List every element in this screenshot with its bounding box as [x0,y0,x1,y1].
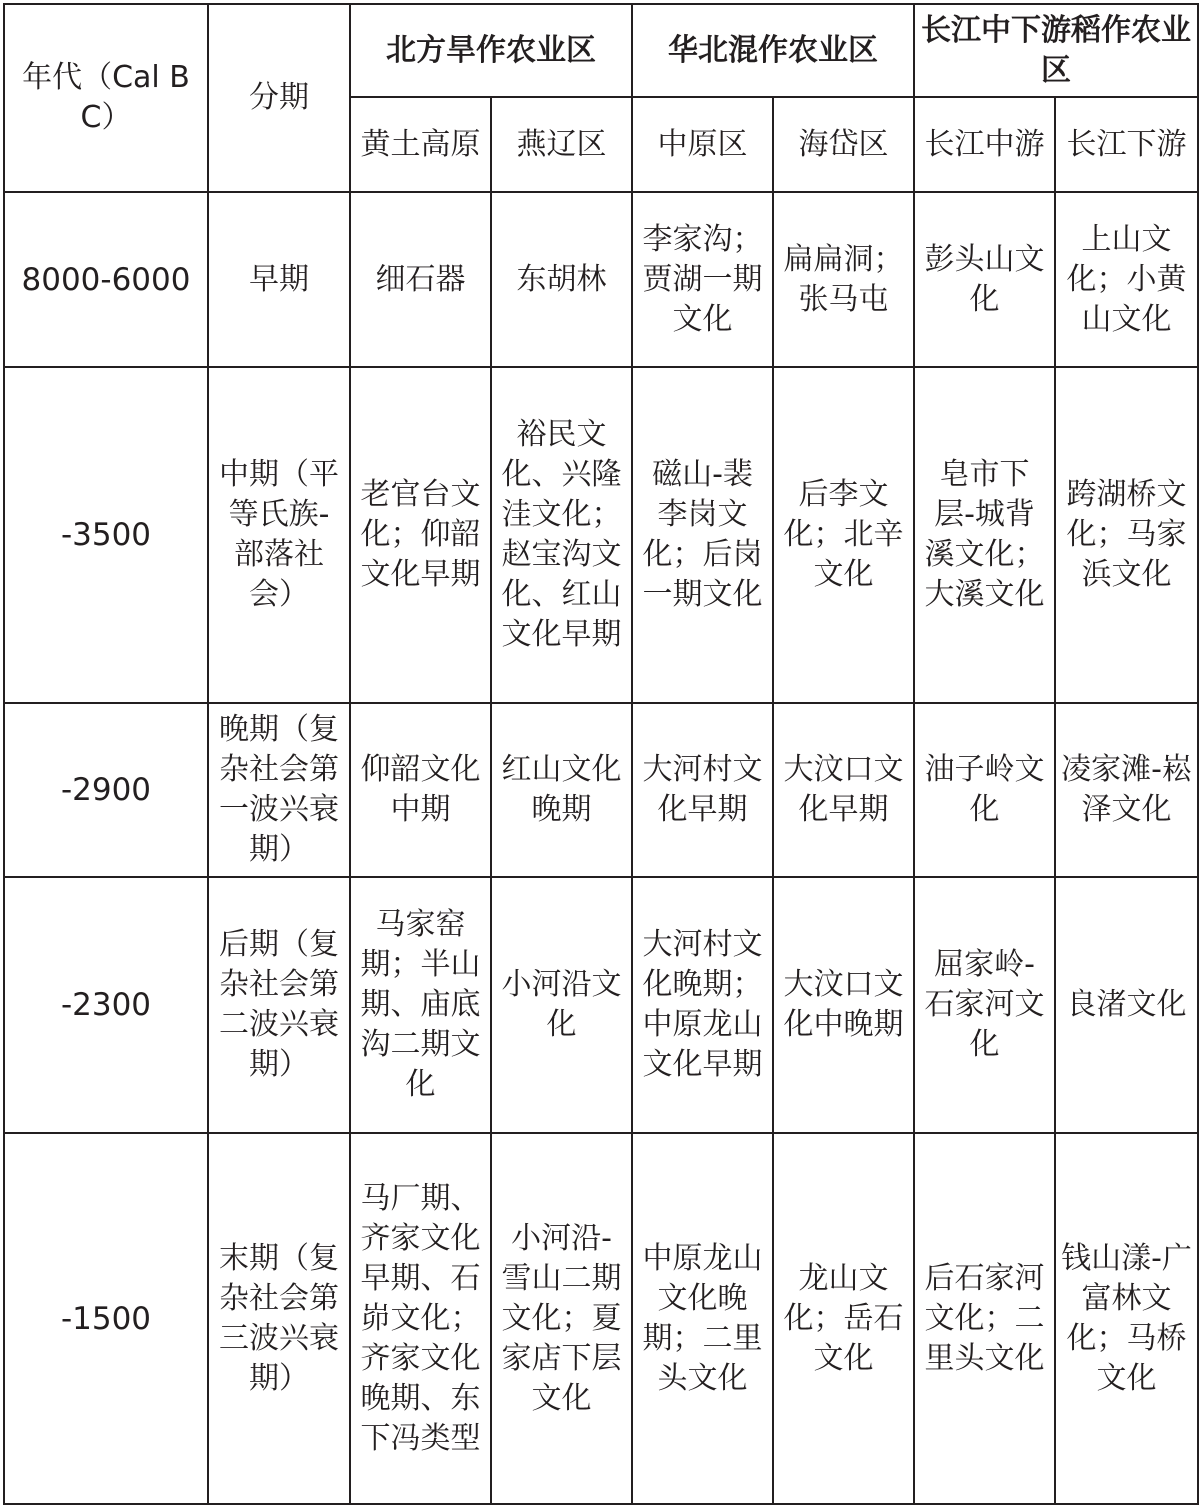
culture-cell: 大河村文化晚期；中原龙山文化早期 [632,877,773,1133]
culture-cell: 红山文化晚期 [491,703,632,877]
period-cell: 早期 [208,192,350,367]
subregion-header-loess: 黄土高原 [350,97,491,192]
culture-cell: 小河沿文化 [491,877,632,1133]
period-cell: 后期（复杂社会第二波兴衰期） [208,877,350,1133]
table-row [4,703,1198,877]
culture-cell: 大河村文化早期 [632,703,773,877]
culture-cell: 裕民文化、兴隆洼文化；赵宝沟文化、红山文化早期 [491,367,632,703]
culture-cell: 后李文化；北辛文化 [773,367,914,703]
year-cell: -1500 [4,1133,208,1504]
period-cell: 中期（平等氏族-部落社会） [208,367,350,703]
culture-cell: 良渚文化 [1055,877,1198,1133]
subregion-header-yangtze-lower: 长江下游 [1055,97,1198,192]
subregion-header-yanliao: 燕辽区 [491,97,632,192]
table-row [4,367,1198,703]
culture-cell: 后石家河文化；二里头文化 [914,1133,1055,1504]
culture-cell: 老官台文化；仰韶文化早期 [350,367,491,703]
culture-cell: 屈家岭-石家河文化 [914,877,1055,1133]
culture-cell: 大汶口文化中晚期 [773,877,914,1133]
table-row [4,192,1198,367]
culture-cell: 磁山-裴李岗文化；后岗一期文化 [632,367,773,703]
culture-cell: 龙山文化；岳石文化 [773,1133,914,1504]
culture-cell: 马厂期、齐家文化早期、石峁文化；齐家文化晚期、东下冯类型 [350,1133,491,1504]
year-cell: -2300 [4,877,208,1133]
culture-cell: 小河沿-雪山二期文化；夏家店下层文化 [491,1133,632,1504]
table-row [4,1133,1198,1504]
culture-cell: 东胡林 [491,192,632,367]
subregion-header-zhongyuan: 中原区 [632,97,773,192]
chronology-table [3,3,1199,1505]
culture-cell: 跨湖桥文化；马家浜文化 [1055,367,1198,703]
region-header-north: 北方旱作农业区 [350,4,632,97]
year-cell: 8000-6000 [4,192,208,367]
year-header: 年代（Cal BC） [4,4,208,192]
subregion-header-haidai: 海岱区 [773,97,914,192]
culture-cell: 马家窑期；半山期、庙底沟二期文化 [350,877,491,1133]
period-header: 分期 [208,4,350,192]
culture-cell: 凌家滩-崧泽文化 [1055,703,1198,877]
period-cell: 晚期（复杂社会第一波兴衰期） [208,703,350,877]
period-cell: 末期（复杂社会第三波兴衰期） [208,1133,350,1504]
culture-cell: 大汶口文化早期 [773,703,914,877]
header-row-regions [4,4,1198,97]
culture-cell: 钱山漾-广富林文化；马桥文化 [1055,1133,1198,1504]
region-header-huabei: 华北混作农业区 [632,4,914,97]
culture-cell: 皂市下层-城背溪文化；大溪文化 [914,367,1055,703]
culture-cell: 细石器 [350,192,491,367]
culture-cell: 李家沟；贾湖一期文化 [632,192,773,367]
culture-cell: 扁扁洞；张马屯 [773,192,914,367]
culture-cell: 上山文化；小黄山文化 [1055,192,1198,367]
subregion-header-yangtze-middle: 长江中游 [914,97,1055,192]
culture-cell: 仰韶文化中期 [350,703,491,877]
region-header-yangtze: 长江中下游稻作农业区 [914,4,1198,97]
culture-cell: 中原龙山文化晚期；二里头文化 [632,1133,773,1504]
table-row [4,877,1198,1133]
culture-cell: 彭头山文化 [914,192,1055,367]
culture-cell: 油子岭文化 [914,703,1055,877]
year-cell: -2900 [4,703,208,877]
year-cell: -3500 [4,367,208,703]
